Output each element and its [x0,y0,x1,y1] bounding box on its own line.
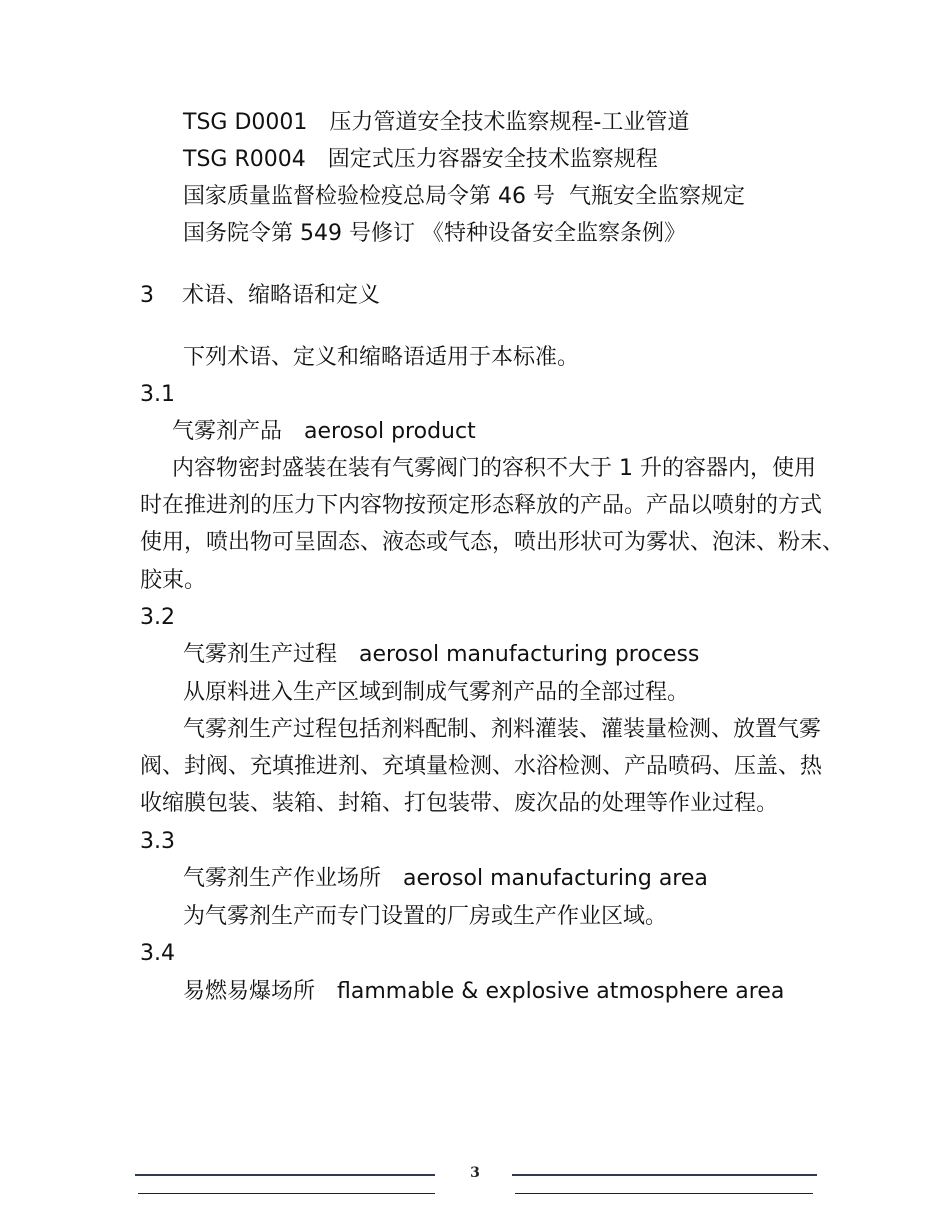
term-en: aerosol product [304,419,476,444]
definition-line: 使用，喷出物可呈固态、液态或气态，喷出形状可为雾状、泡沫、粉末、 [140,530,845,555]
page-number: 3 [470,1165,480,1181]
section-heading: 3 术语、缩略语和定义 [140,283,380,308]
term-zh: 气雾剂生产过程 [183,642,338,667]
term-zh: 气雾剂产品 [172,419,283,444]
reference-line [183,145,658,175]
definition-line: 阀、封阀、充填推进剂、充填量检测、水浴检测、产品喷码、压盖、热 [140,754,823,779]
reference-title: 固定式压力容器安全技术监察规程 [327,147,658,172]
term-number: 3.1 [140,382,175,407]
reference-title: 压力管道安全技术监察规程-工业管道 [329,110,690,135]
term-zh: 气雾剂生产作业场所 [183,866,382,891]
term-en: aerosol manufacturing area [403,866,708,891]
section-intro: 下列术语、定义和缩略语适用于本标准。 [183,345,580,370]
footer-rule-right-top [512,1174,817,1176]
reference-code: TSG R0004 [183,147,306,172]
term-zh: 易燃易爆场所 [183,979,316,1004]
reference-line: 国务院令第 549 号修订 《特种设备安全监察条例》 [183,221,686,246]
reference-code: TSG D0001 [183,110,308,135]
term-en: flammable & explosive atmosphere area [337,979,785,1004]
definition-line: 收缩膜包装、装箱、封箱、打包装带、废次品的处理等作业过程。 [140,791,779,816]
term-title [183,640,699,670]
term-number: 3.4 [140,941,175,966]
definition-line: 从原料进入生产区域到制成气雾剂产品的全部过程。 [183,680,690,705]
definition-line: 为气雾剂生产而专门设置的厂房或生产作业区域。 [183,904,668,929]
footer-rule-left-bottom [138,1193,435,1194]
reference-line: 国家质量监督检验检疫总局令第 46 号 气瓶安全监察规定 [183,184,745,209]
definition-line: 时在推进剂的压力下内容物按预定形态释放的产品。产品以喷射的方式 [140,493,823,518]
term-title [183,864,708,894]
definition-line: 气雾剂生产过程包括剂料配制、剂料灌装、灌装量检测、放置气雾 [183,717,822,742]
term-number: 3.2 [140,605,175,630]
term-title [183,977,784,1007]
definition-line: 内容物密封盛装在装有气雾阀门的容积不大于 1 升的容器内，使用 [172,456,816,481]
term-en: aerosol manufacturing process [359,642,700,667]
footer-rule-right-bottom [515,1193,813,1194]
footer-rule-left-top [135,1174,435,1176]
reference-line [183,108,689,138]
term-title [172,417,476,447]
definition-line: 胶束。 [140,568,207,593]
term-number: 3.3 [140,829,175,854]
